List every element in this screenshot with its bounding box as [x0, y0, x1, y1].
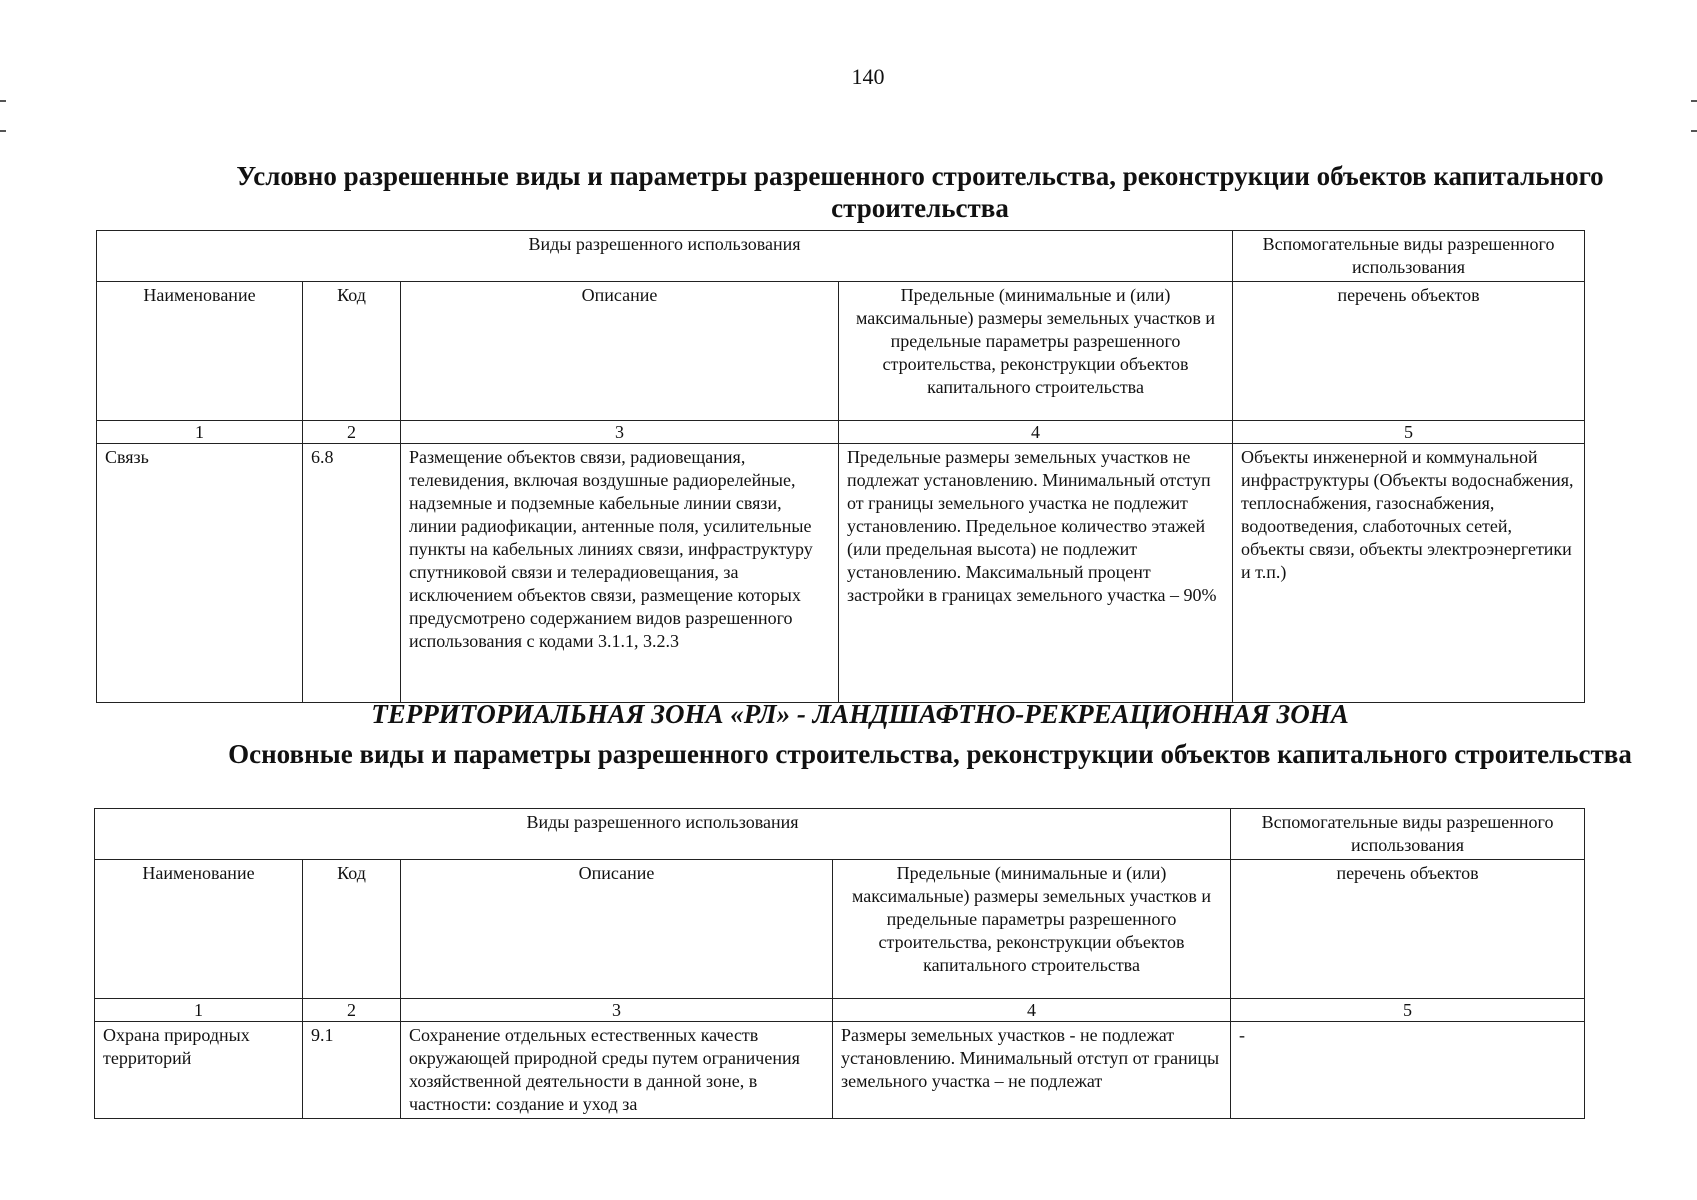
- main-uses-heading: Основные виды и параметры разрешенного строительства, реконструкции объектов капитального строительства: [228, 739, 1632, 769]
- header-params: Предельные (минимальные и (или) максимальные) размеры земельных участков и предельные параметры разрешенного строительства, реконструкции объектов капитального строительства: [833, 860, 1231, 999]
- column-number-3: 3: [401, 421, 839, 444]
- row-name: Связь: [97, 444, 303, 703]
- table-row: [95, 1022, 1585, 1119]
- row-name: Охрана природных территорий: [95, 1022, 303, 1119]
- header-name: Наименование: [97, 282, 303, 421]
- row-params: Предельные размеры земельных участков не подлежат установлению. Минимальный отступ от границы земельного участка не подлежит установлению. Предельное количество этажей (или предельная высота) не подлежит установлению. Максимальный процент застройки в границах земельного участка – 90%: [839, 444, 1233, 703]
- main-uses-table: [94, 808, 1585, 1119]
- row-description: Размещение объектов связи, радиовещания, телевидения, включая воздушные радиорелейные, надземные и подземные кабельные линии связи, линии радиофикации, антенные поля, усилительные пункты на кабельных линиях связи, инфраструктуру спутниковой связи и телерадиовещания, за исключением объектов связи, размещение которых предусмотрено содержанием видов разрешенного использования с кодами 3.1.1, 3.2.3: [401, 444, 839, 703]
- header-aux-list: перечень объектов: [1233, 282, 1585, 421]
- zone-heading: ТЕРРИТОРИАЛЬНАЯ ЗОНА «РЛ» - ЛАНДШАФТНО-РЕКРЕАЦИОННАЯ ЗОНА: [371, 699, 1349, 729]
- row-code: 9.1: [303, 1022, 401, 1119]
- header-main-uses: Виды разрешенного использования: [97, 231, 1233, 282]
- right-edge-marks: [1691, 100, 1697, 132]
- column-number-5: 5: [1233, 421, 1585, 444]
- column-number-5: 5: [1231, 999, 1585, 1022]
- row-code: 6.8: [303, 444, 401, 703]
- row-aux: Объекты инженерной и коммунальной инфраструктуры (Объекты водоснабжения, теплоснабжения, газоснабжения, водоотведения, слаботочных сетей, объекты связи, объекты электроэнергетики и т.п.): [1233, 444, 1585, 703]
- header-code: Код: [303, 860, 401, 999]
- column-number-4: 4: [839, 421, 1233, 444]
- left-edge-marks: [0, 100, 6, 132]
- header-aux-list: перечень объектов: [1231, 860, 1585, 999]
- header-main-uses: Виды разрешенного использования: [95, 809, 1231, 860]
- row-params: Размеры земельных участков - не подлежат установлению. Минимальный отступ от границы земельного участка – не подлежат: [833, 1022, 1231, 1119]
- header-code: Код: [303, 282, 401, 421]
- header-description: Описание: [401, 282, 839, 421]
- page-number: 140: [851, 64, 885, 89]
- table-row: [97, 444, 1585, 703]
- column-number-2: 2: [303, 421, 401, 444]
- column-number-2: 2: [303, 999, 401, 1022]
- column-number-3: 3: [401, 999, 833, 1022]
- header-name: Наименование: [95, 860, 303, 999]
- column-number-1: 1: [97, 421, 303, 444]
- row-description: Сохранение отдельных естественных качеств окружающей природной среды путем ограничения хозяйственной деятельности в данной зоне, в частности: создание и уход за: [401, 1022, 833, 1119]
- conditional-uses-table: [96, 230, 1585, 703]
- column-number-1: 1: [95, 999, 303, 1022]
- row-aux: -: [1231, 1022, 1585, 1119]
- column-number-4: 4: [833, 999, 1231, 1022]
- header-aux-uses: Вспомогательные виды разрешенного использования: [1233, 231, 1585, 282]
- header-description: Описание: [401, 860, 833, 999]
- header-aux-uses: Вспомогательные виды разрешенного использования: [1231, 809, 1585, 860]
- header-params: Предельные (минимальные и (или) максимальные) размеры земельных участков и предельные параметры разрешенного строительства, реконструкции объектов капитального строительства: [839, 282, 1233, 421]
- conditional-uses-heading: Условно разрешенные виды и параметры разрешенного строительства, реконструкции объектов капитального строительства: [236, 161, 1604, 223]
